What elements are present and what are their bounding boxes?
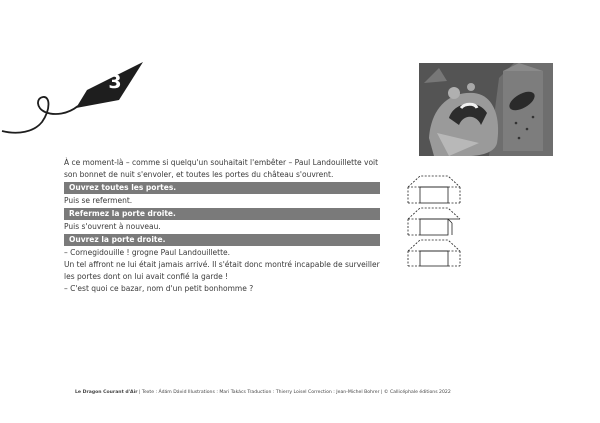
footer-book-title: Le Dragon Courant d'Air [75, 390, 138, 395]
kite-badge [0, 60, 170, 140]
story-line: Puis s'ouvrent à nouveau. [64, 222, 161, 231]
door-diagrams [406, 175, 462, 267]
story-line: – C'est quoi ce bazar, nom d'un petit bonhomme ? [64, 284, 254, 293]
command-open-all-doors: Ouvrez toutes les portes. [64, 182, 380, 194]
command-open-right-door: Ouvrez la porte droite. [64, 234, 380, 246]
story-line: Puis se referment. [64, 196, 133, 205]
dragon-illustration [419, 63, 553, 156]
story-line: – Cornegidouille ! grogne Paul Landouillette. [64, 248, 231, 257]
story-line: Un tel affront ne lui était jamais arrivé. Il s'était donc montré incapable de surveiller les portes dont on lui avait confié la garde ! [64, 260, 380, 281]
house-diagram-all-open [408, 176, 460, 203]
story-intro: À ce moment-là – comme si quelqu'un souhaitait l'embêter – Paul Landouillette voit son bonnet de nuit s'envoler, et toutes les portes du château s'ouvrent. [64, 158, 379, 179]
footer-credits [75, 390, 575, 395]
house-diagram-right-closed [408, 208, 460, 235]
footer-credit-line: | Texte : Ádám Dávid Illustrations : Mari Takács Traduction : Thierry Loisel Correction : Jean-Michel Bohrer | © Callicéphale éditions 2022 [137, 390, 451, 395]
story-text [64, 157, 384, 295]
chapter-number: 3 [108, 71, 122, 93]
house-diagram-right-open [408, 240, 460, 266]
command-close-right-door: Refermez la porte droite. [64, 208, 380, 220]
